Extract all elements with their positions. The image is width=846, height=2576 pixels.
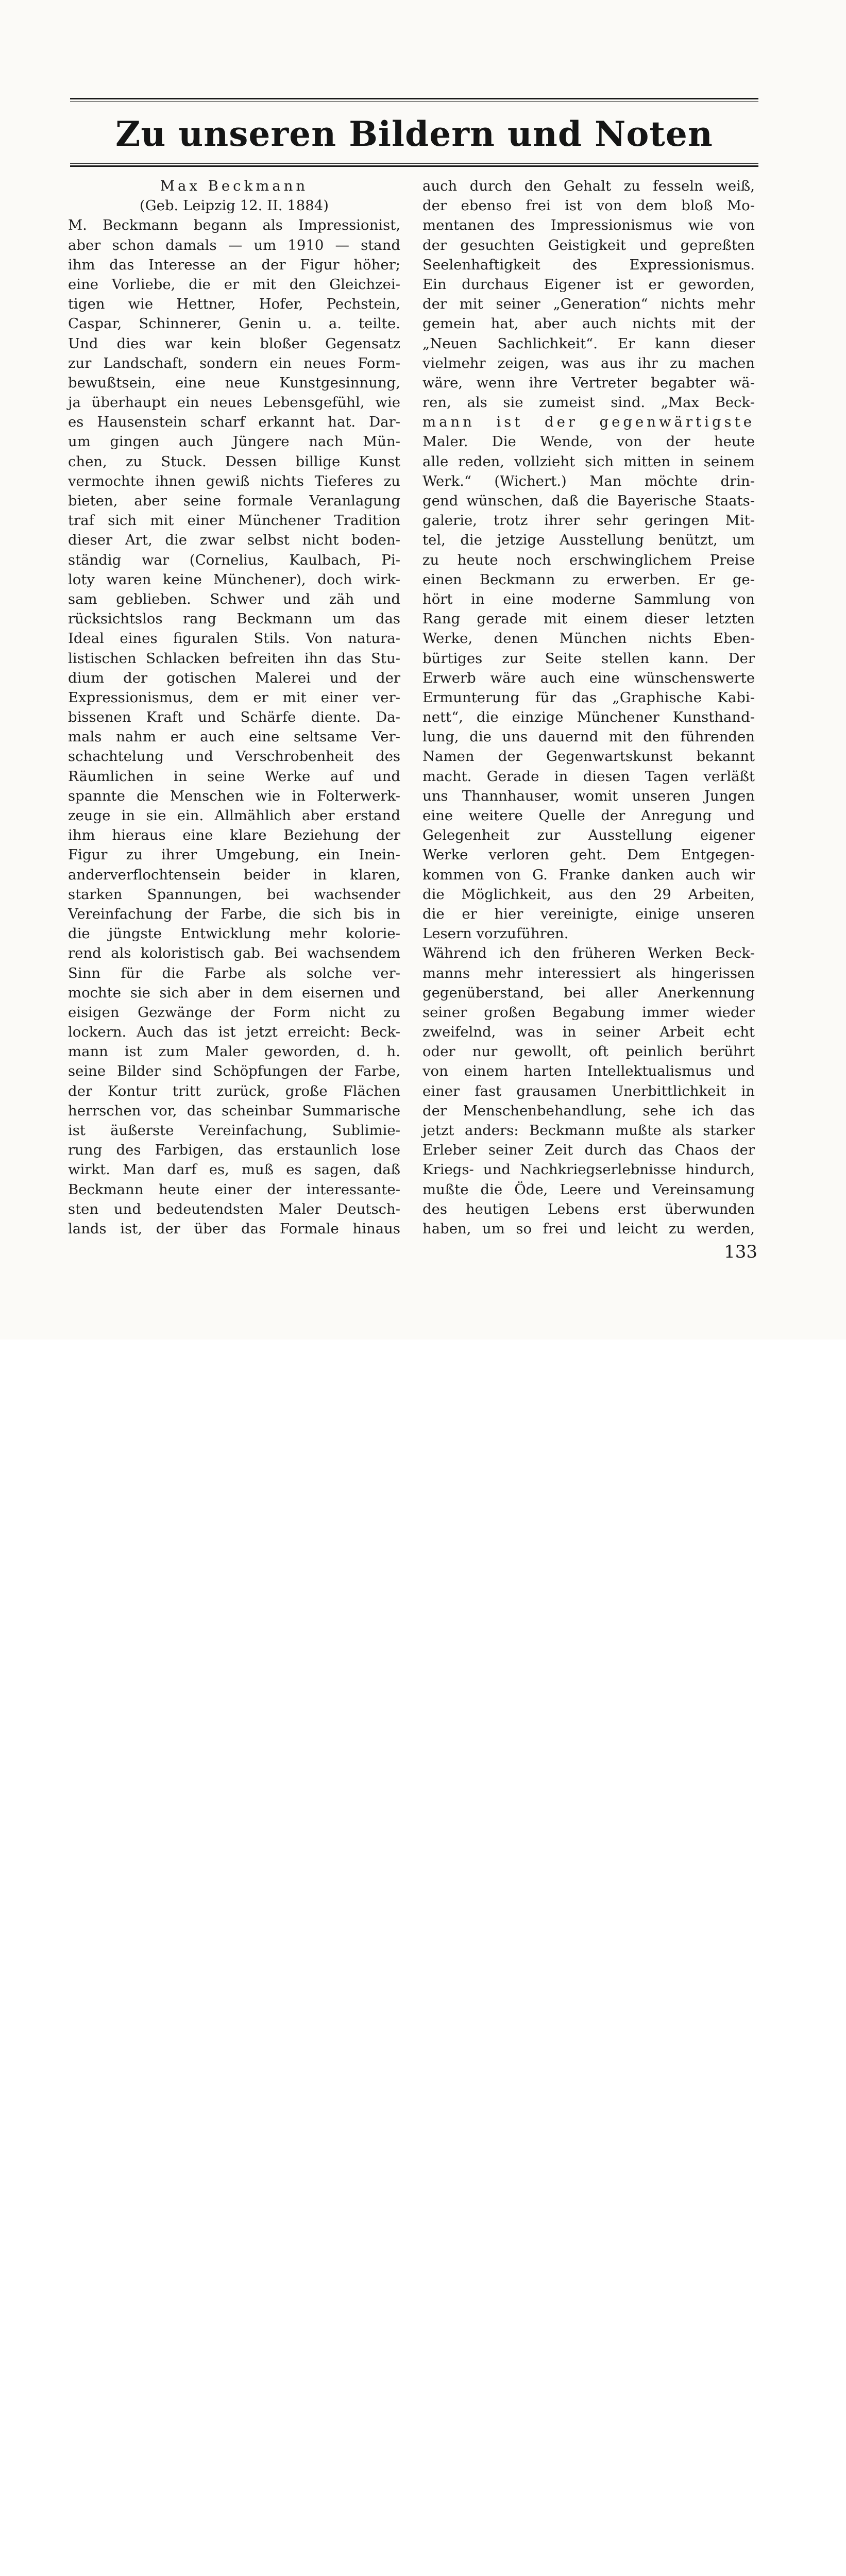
text-line: wäre, wenn ihre Vertreter begabter wä- — [422, 374, 755, 391]
text-line: Räumlichen in seine Werke auf und — [68, 768, 400, 785]
text-line: M. Beckmann begann als Impressionist, — [68, 217, 400, 234]
text-line: wirkt. Man darf es, muß es sagen, daß — [68, 1161, 400, 1178]
text-line: der ebenso frei ist von dem bloß Mo- — [422, 197, 755, 214]
text-line: Werk.“ (Wichert.) Man möchte drin- — [422, 472, 755, 489]
title-rule-thin — [70, 163, 758, 164]
text-line: mentanen des Impressionismus wie von — [422, 217, 755, 234]
text-line: galerie, trotz ihrer sehr geringen Mit- — [422, 512, 755, 529]
text-line: gegenüberstand, bei aller Anerkennung — [422, 984, 755, 1001]
text-line: Seelenhaftigkeit des Expressionismus. — [422, 256, 755, 273]
text-line: bewußtsein, eine neue Kunstgesinnung, — [68, 374, 400, 391]
left-text-column — [68, 176, 400, 1239]
text-line: auch durch den Gehalt zu fesseln weiß, — [422, 178, 755, 194]
text-line: Rang gerade mit einem dieser letzten — [422, 611, 755, 628]
text-line: Gelegenheit zur Ausstellung eigener — [422, 827, 755, 844]
text-line: zur Landschaft, sondern ein neues Form- — [68, 354, 400, 371]
article-title: Zu unseren Bildern und Noten — [115, 114, 713, 154]
text-line: jetzt anders: Beckmann mußte als starker — [422, 1122, 755, 1139]
text-line: dieser Art, die zwar selbst nicht boden- — [68, 532, 400, 549]
text-line: mann ist zum Maler geworden, d. h. — [68, 1043, 400, 1060]
text-line: tigen wie Hettner, Hofer, Pechstein, — [68, 296, 400, 313]
text-line: von einem harten Intellektualismus und — [422, 1063, 755, 1080]
text-line: lockern. Auch das ist jetzt erreicht: Beck- — [68, 1024, 400, 1041]
text-line: mann ist der gegenwärtigste — [422, 414, 755, 431]
text-line: aber schon damals — um 1910 — stand — [68, 236, 400, 253]
text-line: eine Vorliebe, die er mit den Gleichzei- — [68, 276, 400, 293]
text-line: ist äußerste Vereinfachung, Sublimie- — [68, 1122, 400, 1139]
text-line: kommen von G. Franke danken auch wir — [422, 866, 755, 883]
text-line: Vereinfachung der Farbe, die sich bis in — [68, 905, 400, 922]
text-line: vielmehr zeigen, was aus ihr zu machen — [422, 354, 755, 371]
text-line: rung des Farbigen, das erstaunlich lose — [68, 1142, 400, 1159]
text-line: bieten, aber seine formale Veranlagung — [68, 493, 400, 509]
text-line: Maler. Die Wende, von der heute — [422, 433, 755, 450]
text-line: Namen der Gegenwartskunst bekannt — [422, 748, 755, 765]
title-rule-thick — [70, 165, 758, 167]
text-line: lands ist, der über das Formale hinaus — [68, 1220, 400, 1237]
text-line: Ermunterung für das „Graphische Kabi- — [422, 689, 755, 706]
text-line: Ein durchaus Eigener ist er geworden, — [422, 276, 755, 293]
page-number: 133 — [724, 1242, 757, 1262]
text-line: Expressionismus, dem er mit einer ver- — [68, 689, 400, 706]
text-line: ihm hieraus eine klare Beziehung der — [68, 827, 400, 844]
text-line: herrschen vor, das scheinbar Summarische — [68, 1102, 400, 1119]
text-line: manns mehr interessiert als hingerissen — [422, 964, 755, 981]
text-line: die er hier vereinigte, einige unseren — [422, 905, 755, 922]
text-line: mußte die Öde, Leere und Vereinsamung — [422, 1181, 755, 1198]
text-line: chen, zu Stuck. Dessen billige Kunst — [68, 453, 400, 470]
text-line: nett“, die einzige Münchener Kunsthand- — [422, 709, 755, 726]
text-line: zweifelnd, was in seiner Arbeit echt — [422, 1024, 755, 1041]
text-line: gend wünschen, daß die Bayerische Staats- — [422, 493, 755, 509]
top-rule-thin — [70, 101, 758, 102]
text-line: Während ich den früheren Werken Beck- — [422, 945, 755, 962]
text-line: vermochte ihnen gewiß nichts Tieferes zu — [68, 472, 400, 489]
text-line: sten und bedeutendsten Maler Deutsch- — [68, 1200, 400, 1217]
text-line: Werke verloren geht. Dem Entgegen- — [422, 846, 755, 863]
text-line: rücksichtslos rang Beckmann um das — [68, 611, 400, 628]
text-line: ständig war (Cornelius, Kaulbach, Pi- — [68, 551, 400, 568]
text-line: der mit seiner „Generation“ nichts mehr — [422, 296, 755, 313]
text-line: Erleber seiner Zeit durch das Chaos der — [422, 1142, 755, 1159]
text-line: seine Bilder sind Schöpfungen der Farbe, — [68, 1063, 400, 1080]
text-line: „Neuen Sachlichkeit“. Er kann dieser — [422, 335, 755, 352]
text-line: seiner großen Begabung immer wieder — [422, 1004, 755, 1021]
text-line: der Menschenbehandlung, sehe ich das — [422, 1102, 755, 1119]
text-line: macht. Gerade in diesen Tagen verläßt — [422, 768, 755, 785]
text-line: Figur zu ihrer Umgebung, ein Inein- — [68, 846, 400, 863]
text-line: ihm das Interesse an der Figur höher; — [68, 256, 400, 273]
text-line: der Kontur tritt zurück, große Flächen — [68, 1082, 400, 1099]
text-line: des heutigen Lebens erst überwunden — [422, 1200, 755, 1217]
text-line: dium der gotischen Malerei und der — [68, 669, 400, 686]
text-line: mochte sie sich aber in dem eisernen und — [68, 984, 400, 1001]
text-line: Ideal eines figuralen Stils. Von natura- — [68, 630, 400, 647]
top-rule-thick — [70, 98, 758, 99]
text-line: einen Beckmann zu erwerben. Er ge- — [422, 571, 755, 588]
text-line: Beckmann heute einer der interessante- — [68, 1181, 400, 1198]
text-line: oder nur gewollt, oft peinlich berührt — [422, 1043, 755, 1060]
text-line: traf sich mit einer Münchener Tradition — [68, 512, 400, 529]
right-text-column — [422, 176, 755, 1239]
text-line: zeuge in sie ein. Allmählich aber erstand — [68, 807, 400, 824]
text-line: der gesuchten Geistigkeit und gepreßten — [422, 236, 755, 253]
text-line: Werke, denen München nichts Eben- — [422, 630, 755, 647]
text-line: mals nahm er auch eine seltsame Ver- — [68, 728, 400, 745]
text-line: (Geb. Leipzig 12. II. 1884) — [139, 197, 329, 214]
text-line: tel, die jetzige Ausstellung benützt, um — [422, 532, 755, 549]
text-line: die jüngste Entwicklung mehr kolorie- — [68, 925, 400, 942]
text-line: Erwerb wäre auch eine wünschenswerte — [422, 669, 755, 686]
text-line: alle reden, vollzieht sich mitten in seinem — [422, 453, 755, 470]
text-line: es Hausenstein scharf erkannt hat. Dar- — [68, 414, 400, 431]
text-line: eine weitere Quelle der Anregung und — [422, 807, 755, 824]
text-line: Max Beckmann — [160, 178, 309, 194]
text-line: die Möglichkeit, aus den 29 Arbeiten, — [422, 886, 755, 903]
text-line: einer fast grausamen Unerbittlichkeit in — [422, 1082, 755, 1099]
text-line: eisigen Gezwänge der Form nicht zu — [68, 1004, 400, 1021]
text-line: rend als koloristisch gab. Bei wachsendem — [68, 945, 400, 962]
text-line: uns Thannhauser, womit unseren Jungen — [422, 787, 755, 804]
text-line: ja überhaupt ein neues Lebensgefühl, wie — [68, 394, 400, 411]
text-line: Sinn für die Farbe als solche ver- — [68, 964, 400, 981]
text-line: starken Spannungen, bei wachsender — [68, 886, 400, 903]
text-line: Und dies war kein bloßer Gegensatz — [68, 335, 400, 352]
text-line: gemein hat, aber auch nichts mit der — [422, 315, 755, 332]
text-line: spannte die Menschen wie in Folterwerk- — [68, 787, 400, 804]
digitization-footer — [0, 1340, 846, 1413]
text-line: bissenen Kraft und Schärfe diente. Da- — [68, 709, 400, 726]
text-line: lung, die uns dauernd mit den führenden — [422, 728, 755, 745]
text-line: um gingen auch Jüngere nach Mün- — [68, 433, 400, 450]
text-line: Lesern vorzuführen. — [422, 925, 569, 942]
text-line: Kriegs- und Nachkriegserlebnisse hindurch, — [422, 1161, 755, 1178]
text-line: ren, als sie zumeist sind. „Max Beck- — [422, 394, 755, 411]
text-line: loty waren keine Münchener), doch wirk- — [68, 571, 400, 588]
text-line: bürtiges zur Seite stellen kann. Der — [422, 650, 755, 667]
text-line: Caspar, Schinnerer, Genin u. a. teilte. — [68, 315, 400, 332]
text-line: schachtelung und Verschrobenheit des — [68, 748, 400, 765]
text-line: sam geblieben. Schwer und zäh und — [68, 590, 400, 607]
text-line: anderverflochtensein beider in klaren, — [68, 866, 400, 883]
text-line: zu heute noch erschwinglichem Preise — [422, 551, 755, 568]
text-line: hört in eine moderne Sammlung von — [422, 590, 755, 607]
text-line: haben, um so frei und leicht zu werden, — [422, 1220, 755, 1237]
text-line: listischen Schlacken befreiten ihn das Stu- — [68, 650, 400, 667]
